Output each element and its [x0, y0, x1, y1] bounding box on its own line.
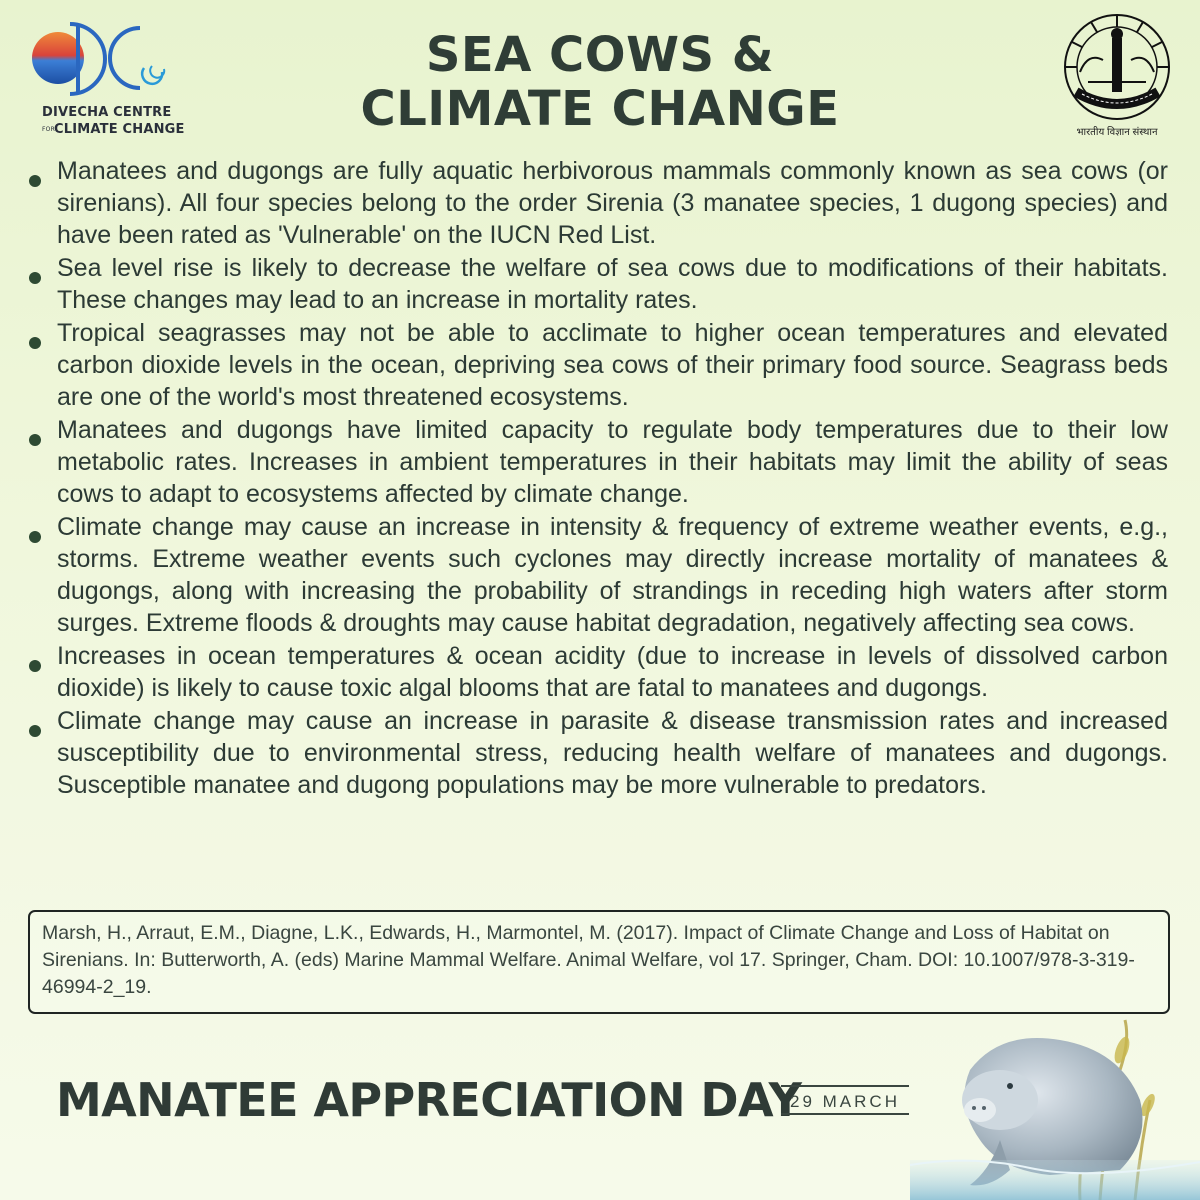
- bullet-icon: [29, 725, 41, 737]
- org-name-for: FOR: [42, 125, 55, 133]
- bullet-icon: [29, 337, 41, 349]
- iisc-hindi-name: भारतीय विज्ञान संस्थान: [1076, 127, 1158, 138]
- points-list: [26, 155, 1168, 802]
- bullet-icon: [29, 175, 41, 187]
- point-text: Increases in ocean temperatures & ocean acidity (due to increase in levels of dissolved carbon dioxide) is likely to cause toxic algal blooms that are fatal to manatees and dugongs.: [57, 642, 1168, 702]
- point-text: Tropical seagrasses may not be able to acclimate to higher ocean temperatures and elevated carbon dioxide levels in the ocean, depriving sea cows of their primary food source. Seagrass beds are one of the world's most threatened ecosystems.: [57, 319, 1168, 411]
- page-title: [0, 28, 1200, 136]
- bullet-icon: [29, 272, 41, 284]
- reference-box: [28, 910, 1170, 1014]
- org-name-line1: DIVECHA CENTRE: [42, 105, 172, 120]
- point-text: Climate change may cause an increase in intensity & frequency of extreme weather events, e.g., storms. Extreme weather events such cyclones may directly increase mortality of manatees & dugongs, along with increasing the probability of strandings in receding high waters after storm surges. Extreme floods & droughts may cause habitat degradation, negatively affecting sea cows.: [57, 513, 1168, 637]
- list-item: [26, 705, 1168, 801]
- footer-date: 29 MARCH: [781, 1085, 909, 1115]
- point-text: Climate change may cause an increase in parasite & disease transmission rates and increased susceptibility due to environmental stress, reducing health welfare of manatees and dugongs. Susceptible manatee and dugong populations may be more vulnerable to predators.: [57, 707, 1168, 799]
- title-line1: SEA COWS &: [425, 27, 775, 83]
- list-item: [26, 155, 1168, 251]
- list-item: [26, 252, 1168, 316]
- title-line2: CLIMATE CHANGE: [360, 81, 840, 137]
- manatee-illustration: [850, 1010, 1200, 1200]
- footer-title: MANATEE APPRECIATION DAY: [56, 1073, 802, 1127]
- bullet-icon: [29, 434, 41, 446]
- bullet-icon: [29, 531, 41, 543]
- iisc-seal-icon: [1058, 12, 1176, 124]
- point-text: Manatees and dugongs have limited capacity to regulate body temperatures due to their low metabolic rates. Increases in ambient temperatures in their habitats may limit the ability of seas cows to adapt to ecosystems affected by climate change.: [57, 416, 1168, 508]
- iisc-logo: [1058, 12, 1176, 142]
- bullet-icon: [29, 660, 41, 672]
- reference-text: Marsh, H., Arraut, E.M., Diagne, L.K., Edwards, H., Marmontel, M. (2017). Impact of Climate Change and Loss of Habitat on Sirenians. In: Butterworth, A. (eds) Marine Mammal Welfare. Animal Welfare, vol 17. Springer, Cham. DOI: 10.1007/978-3-319-46994-2_19.: [42, 922, 1135, 998]
- point-text: Manatees and dugongs are fully aquatic herbivorous mammals commonly known as sea cows (or sirenians). All four species belong to the order Sirenia (3 manatee species, 1 dugong species) and have been rated as 'Vulnerable' on the IUCN Red List.: [57, 157, 1168, 249]
- list-item: [26, 414, 1168, 510]
- point-text: Sea level rise is likely to decrease the welfare of sea cows due to modifications of their habitats. These changes may lead to an increase in mortality rates.: [57, 254, 1168, 314]
- list-item: [26, 640, 1168, 704]
- org-name-line2: CLIMATE CHANGE: [54, 122, 185, 137]
- list-item: [26, 317, 1168, 413]
- list-item: [26, 511, 1168, 639]
